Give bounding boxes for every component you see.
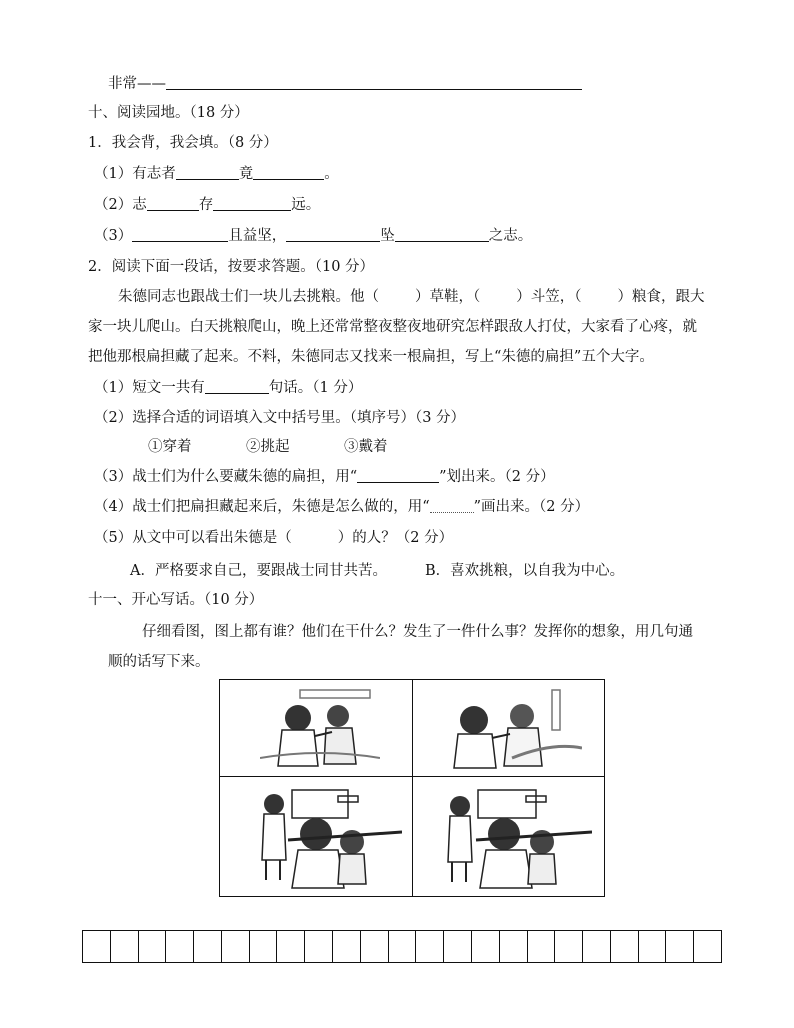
q1-line1-end: 。	[324, 166, 339, 182]
writing-cell[interactable]	[666, 931, 694, 962]
q1-line3-mid1: 且益坚，	[228, 228, 287, 244]
passage-1c: ）斗笠，（	[516, 289, 582, 305]
q2-sub4	[94, 497, 589, 517]
comic-panel-1	[260, 688, 380, 770]
writing-cell[interactable]	[166, 931, 194, 962]
sub4-b: ”画出来。（2 分）	[473, 499, 590, 515]
sub4-a: （4）战士们把扁担藏起来后，朱德是怎么做的，用“	[94, 499, 430, 515]
comic-panel-4	[432, 784, 592, 892]
q2-sub1	[94, 378, 362, 398]
q1-blank-2[interactable]	[253, 165, 324, 180]
top-prefix: 非常——	[108, 76, 166, 92]
writing-cell[interactable]	[222, 931, 250, 962]
writing-cell[interactable]	[416, 931, 444, 962]
sub4-wavy-sample	[430, 500, 474, 513]
writing-cell[interactable]	[555, 931, 583, 962]
choice-b: B．喜欢挑粮，以自我为中心。	[425, 563, 625, 579]
q2-title: 2．阅读下面一段话，按要求答题。（10 分）	[88, 259, 375, 275]
writing-cell[interactable]	[694, 931, 721, 962]
sub3-b: ”划出来。（2 分）	[439, 469, 555, 485]
section11-prompt-2: 顺的话写下来。	[108, 654, 210, 670]
sub5-b: ）的人？（2 分）	[337, 530, 454, 546]
section11-prompt-1: 仔细看图，图上都有谁？他们在干什么？发生了一件什么事？发挥你的想象，用几句通	[142, 624, 693, 640]
q1-line3-num: （3）	[94, 228, 133, 244]
passage-line-3: 把他那根扁担藏了起来。不料，朱德同志又找来一根扁担，写上“朱德的扁担”五个大字。	[88, 349, 654, 365]
writing-cell[interactable]	[611, 931, 639, 962]
q1-line2-mid: 存	[198, 197, 214, 213]
sub1-blank[interactable]	[205, 379, 269, 394]
writing-cell[interactable]	[583, 931, 611, 962]
q1-line1-mid: 竟	[238, 166, 254, 182]
q1-line2-end: 远。	[291, 197, 321, 213]
writing-cell[interactable]	[389, 931, 417, 962]
top-blank[interactable]	[166, 75, 582, 90]
comic-panel-3	[252, 784, 402, 892]
writing-grid	[82, 930, 722, 963]
grid-divider-horizontal	[220, 776, 604, 777]
option-3: ③戴着	[344, 439, 388, 455]
writing-cell[interactable]	[500, 931, 528, 962]
grid-divider-vertical	[412, 680, 413, 896]
q2-sub2: （2）选择合适的词语填入文中括号里。（填序号）（3 分）	[94, 410, 466, 426]
passage-line-2: 家一块儿爬山。白天挑粮爬山，晚上还常常整夜整夜地研究怎样跟敌人打仗，大家看了心疼，就	[88, 319, 697, 335]
passage-line-1	[118, 287, 705, 307]
q1-blank-5[interactable]	[132, 227, 228, 242]
choice-a: A．严格要求自己，要跟战士同甘共苦。	[130, 563, 387, 579]
section11-title: 十一、开心写话。（10 分）	[88, 592, 264, 608]
q1-title: 1．我会背，我会填。（8 分）	[88, 135, 278, 151]
writing-cell[interactable]	[194, 931, 222, 962]
q1-blank-4[interactable]	[213, 196, 291, 211]
q1-line1-num: （1）有志者	[94, 166, 176, 182]
sub5-a: （5）从文中可以看出朱德是（	[94, 530, 292, 546]
passage-1d: ）粮食，跟大	[617, 289, 705, 305]
q1-blank-7[interactable]	[395, 227, 489, 242]
comic-picture-grid	[219, 679, 605, 897]
sub3-a: （3）战士们为什么要藏朱德的扁担，用“	[94, 469, 358, 485]
option-1: ①穿着	[148, 439, 192, 455]
writing-cell[interactable]	[111, 931, 139, 962]
q1-line3-mid2: 坠	[380, 228, 395, 244]
q1-line2-num: （2）志	[94, 197, 147, 213]
writing-cell[interactable]	[528, 931, 556, 962]
sub1-b: 句话。（1 分）	[268, 380, 363, 396]
writing-cell[interactable]	[277, 931, 305, 962]
q1-line3-end: 之志。	[488, 228, 533, 244]
sub1-a: （1）短文一共有	[94, 380, 205, 396]
writing-cell[interactable]	[361, 931, 389, 962]
top-fill-line	[108, 74, 582, 94]
q2-sub3	[94, 467, 555, 487]
writing-cell[interactable]	[444, 931, 472, 962]
q2-sub5	[94, 528, 453, 548]
writing-cell[interactable]	[639, 931, 667, 962]
writing-cell[interactable]	[472, 931, 500, 962]
writing-cell[interactable]	[305, 931, 333, 962]
q1-blank-6[interactable]	[286, 227, 380, 242]
writing-cell[interactable]	[83, 931, 111, 962]
q1-line3	[94, 226, 532, 246]
section10-title: 十、阅读园地。（18 分）	[88, 105, 249, 121]
sub3-underline-sample	[357, 468, 439, 483]
q1-blank-1[interactable]	[176, 165, 239, 180]
passage-1a: 朱德同志也跟战士们一块儿去挑粮。他（	[118, 289, 379, 305]
passage-1b: ）草鞋，（	[415, 289, 481, 305]
q1-line1	[94, 164, 339, 184]
writing-cell[interactable]	[333, 931, 361, 962]
q1-line2	[94, 195, 320, 215]
option-2: ②挑起	[246, 439, 290, 455]
q1-blank-3[interactable]	[147, 196, 199, 211]
writing-cell[interactable]	[250, 931, 278, 962]
comic-panel-2	[452, 688, 582, 770]
writing-cell[interactable]	[139, 931, 167, 962]
